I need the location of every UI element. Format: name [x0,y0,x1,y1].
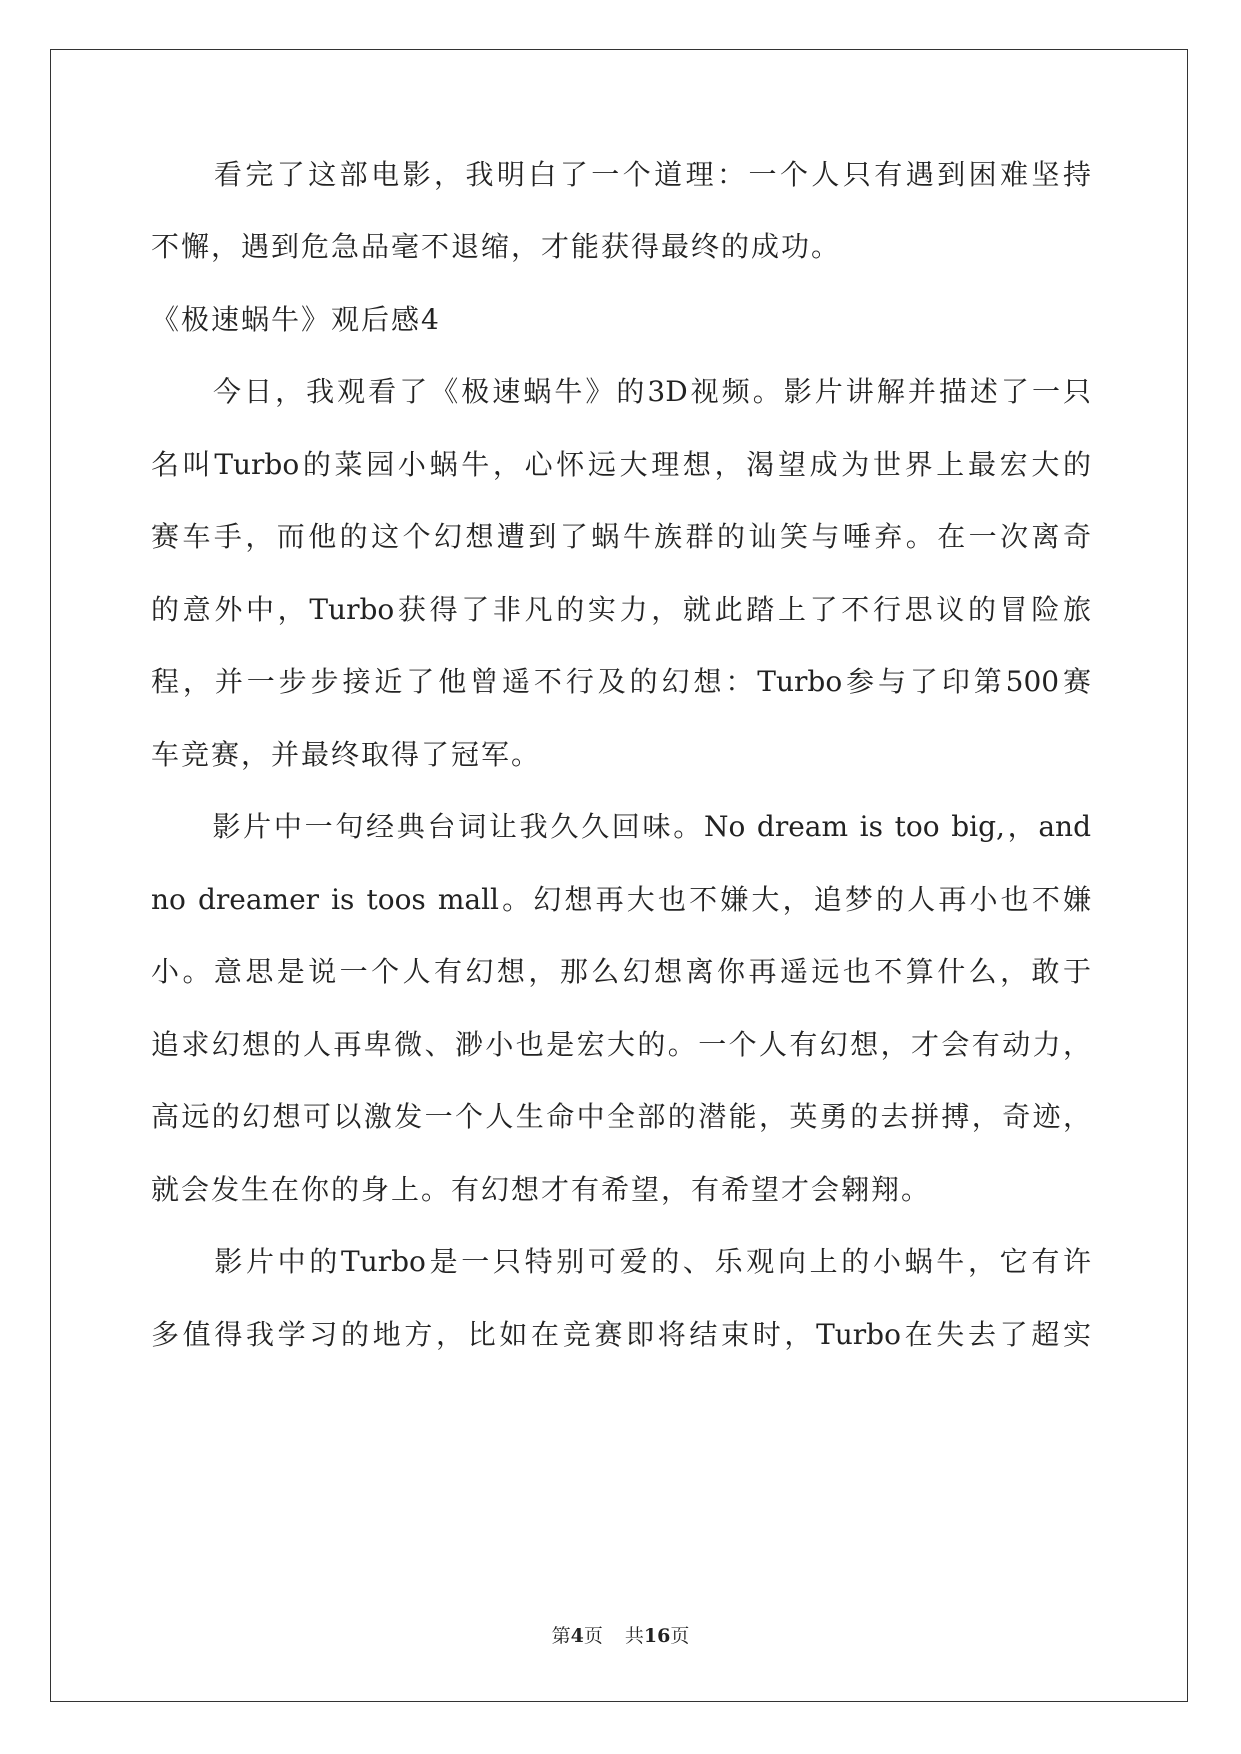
text-line: 影片中的Turbo是一只特别可爱的、乐观向上的小蜗牛，它有许 [151,1245,1091,1278]
text-line: 就会发生在你的身上。有幻想才有希望，有希望才会翱翔。 [151,1173,932,1206]
text-line: 《极速蜗牛》观后感4 [151,303,441,336]
text-line: 高远的幻想可以激发一个人生命中全部的潜能，英勇的去拼搏，奇迹， [151,1100,1091,1133]
text-line: 多值得我学习的地方，比如在竞赛即将结束时，Turbo在失去了超实 [151,1318,1091,1351]
footer-total-unit: 页 [670,1625,690,1647]
footer-page-number: 4 [570,1625,584,1647]
footer-page-unit: 页 [583,1625,603,1647]
text-line: 名叫Turbo的菜园小蜗牛，心怀远大理想，渴望成为世界上最宏大的 [151,448,1091,481]
text-line: 看完了这部电影，我明白了一个道理：一个人只有遇到困难坚持 [151,158,1091,191]
footer-total-pages: 16 [643,1625,671,1647]
text-line: 的意外中，Turbo获得了非凡的实力，就此踏上了不行思议的冒险旅 [151,593,1091,626]
text-line: 程，并一步步接近了他曾遥不行及的幻想：Turbo参与了印第500赛 [151,665,1091,698]
footer-total-prefix: 共 [624,1625,644,1647]
footer-page-prefix: 第 [551,1625,571,1647]
page-border [50,49,1188,1702]
page-footer [0,1624,1241,1648]
text-line: no dreamer is toos mall。幻想再大也不嫌大，追梦的人再小也不嫌 [151,883,1091,916]
text-line: 小。意思是说一个人有幻想，那么幻想离你再遥远也不算什么，敢于 [151,955,1091,988]
text-line: 影片中一句经典台词让我久久回味。No dream is too big,，and [151,810,1091,843]
text-line: 追求幻想的人再卑微、渺小也是宏大的。一个人有幻想，才会有动力， [151,1028,1091,1061]
text-line: 今日，我观看了《极速蜗牛》的3D视频。影片讲解并描述了一只 [151,375,1091,408]
text-line: 车竞赛，并最终取得了冠军。 [151,738,542,771]
text-line: 赛车手，而他的这个幻想遭到了蜗牛族群的讪笑与唾弃。在一次离奇 [151,520,1091,553]
text-line: 不懈，遇到危急品毫不退缩，才能获得最终的成功。 [151,230,842,263]
